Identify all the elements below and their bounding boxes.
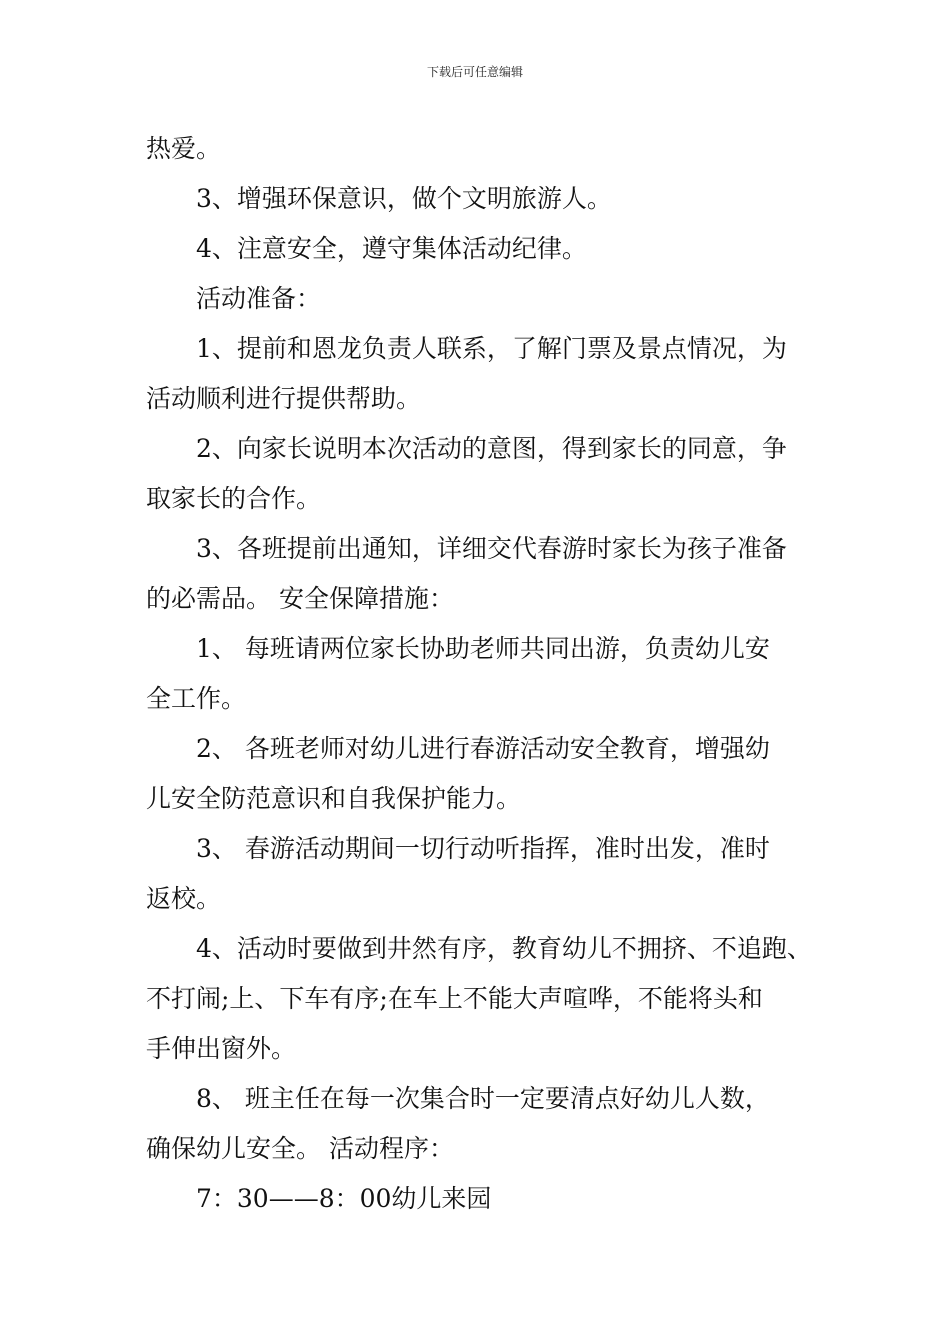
text-line: 4、活动时要做到井然有序，教育幼儿不拥挤、不追跑、: [196, 934, 812, 963]
text-line: 3、各班提前出通知，详细交代春游时家长为孩子准备: [196, 534, 787, 563]
text-line: 4、注意安全，遵守集体活动纪律。: [196, 234, 587, 263]
text-line: 3、增强环保意识，做个文明旅游人。: [196, 184, 612, 213]
text-line: 1、提前和恩龙负责人联系，了解门票及景点情况，为: [196, 334, 787, 363]
text-line: 确保幼儿安全。 活动程序：: [146, 1134, 454, 1163]
text-line: 的必需品。 安全保障措施：: [146, 584, 454, 613]
text-line: 热爱。: [146, 134, 222, 163]
text-line: 活动顺利进行提供帮助。: [146, 384, 422, 413]
text-line: 返校。: [146, 884, 222, 913]
text-line: 不打闹;上、下车有序;在车上不能大声喧哗，不能将头和: [146, 984, 763, 1013]
text-line: 8、 班主任在每一次集合时一定要清点好幼儿人数，: [196, 1084, 770, 1113]
text-line: 手伸出窗外。: [146, 1034, 297, 1063]
text-line: 1、 每班请两位家长协助老师共同出游，负责幼儿安: [196, 634, 770, 663]
text-line: 7：30——8：00幼儿来园: [196, 1184, 492, 1213]
text-line: 全工作。: [146, 684, 247, 713]
text-line: 2、 各班老师对幼儿进行春游活动安全教育，增强幼: [196, 734, 770, 763]
document-body: [146, 124, 826, 1224]
page-header: 下载后可任意编辑: [426, 65, 523, 79]
text-line: 活动准备：: [196, 284, 322, 313]
text-line: 儿安全防范意识和自我保护能力。: [146, 784, 522, 813]
text-line: 取家长的合作。: [146, 484, 322, 513]
text-line: 3、 春游活动期间一切行动听指挥，准时出发，准时: [196, 834, 770, 863]
text-line: 2、向家长说明本次活动的意图，得到家长的同意，争: [196, 434, 787, 463]
